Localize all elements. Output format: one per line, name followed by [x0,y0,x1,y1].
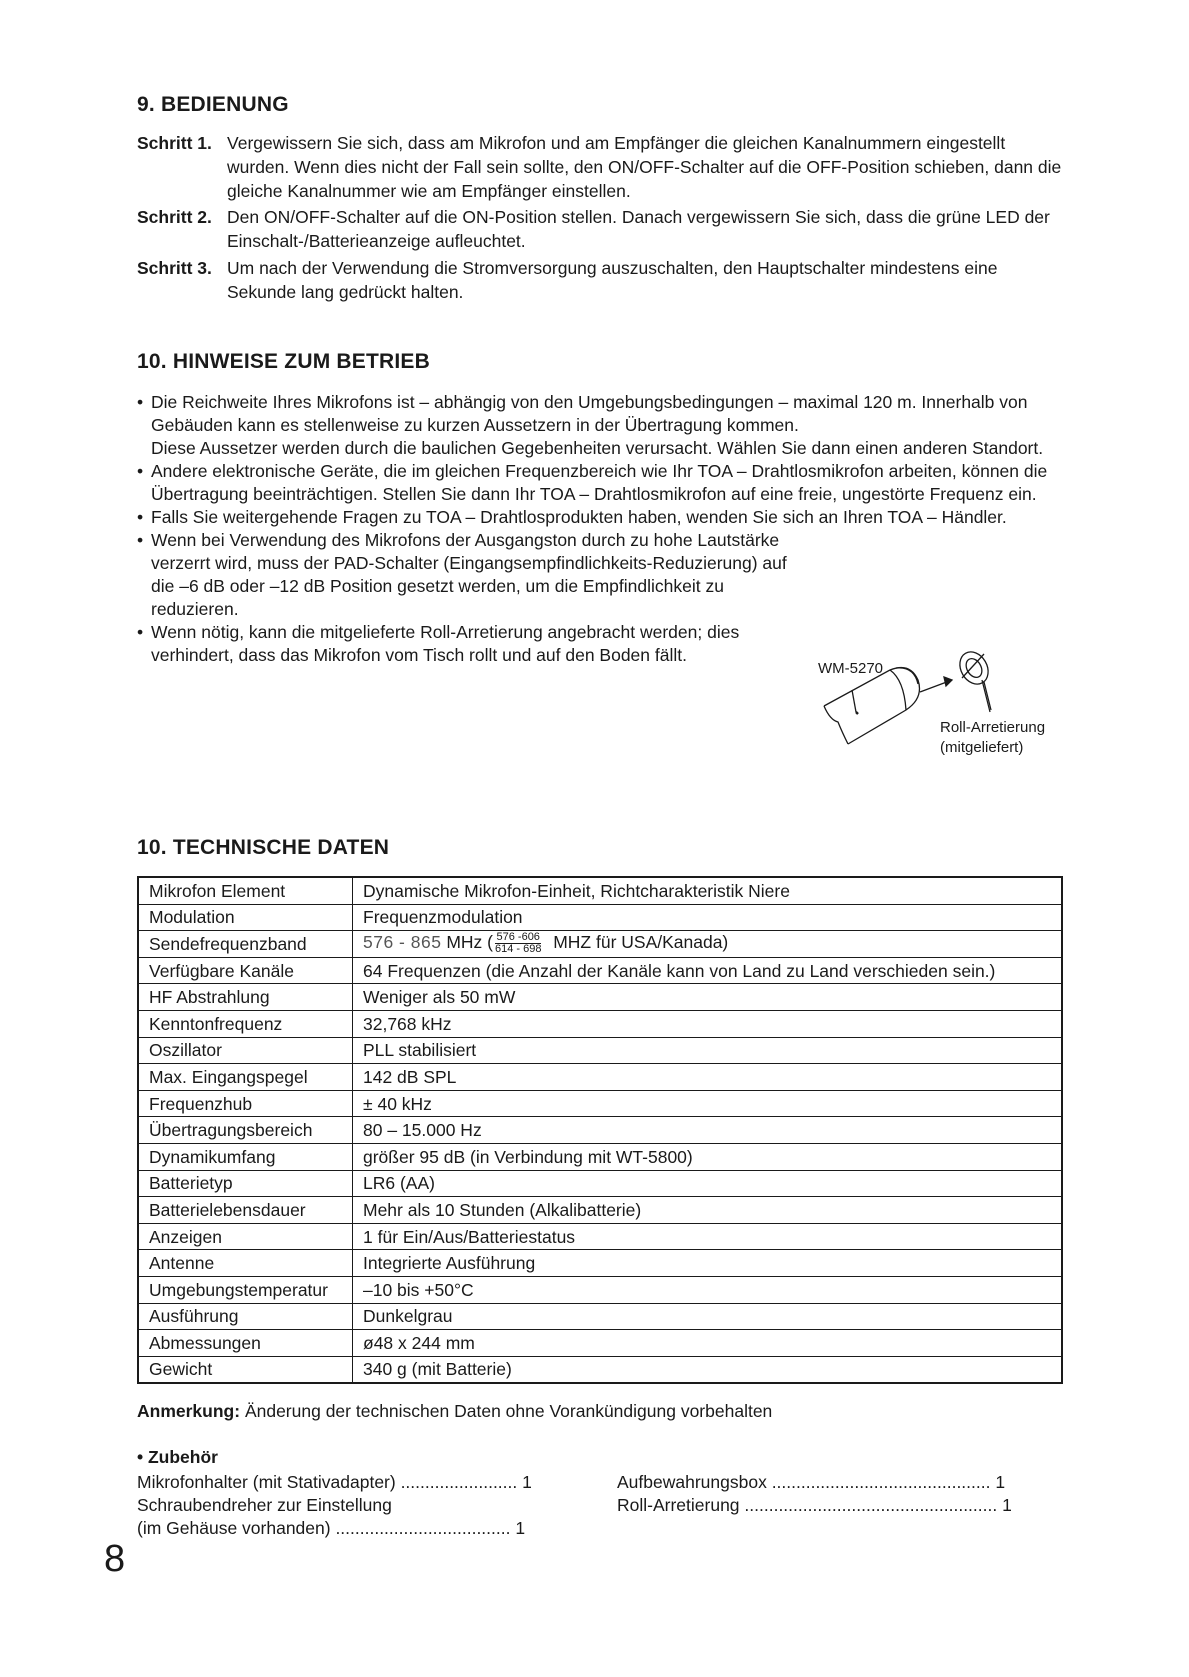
section-10-hinweise-title: 10. HINWEISE ZUM BETRIEB [137,350,430,373]
step-text: Den ON/OFF-Schalter auf die ON-Position stellen. Danach vergewissern Sie sich, dass die grüne LED der Einschalt-/Batterieanzeige aufleuchtet. [227,207,1050,251]
spec-value: Frequenzmodulation [353,904,1063,931]
list-item: • Die Reichweite Ihres Mikrofons ist – abhängig von den Umgebungsbedingungen – maximal 120 m. Innerhalb von Gebäuden kann es stellenweise zu kurzen Aussetzern in der Übertragung kommen. [137,391,1062,437]
page-number: 8 [104,1538,126,1580]
zubehoer-title: • Zubehör [137,1447,218,1467]
step-text: Um nach der Verwendung die Stromversorgung auszuschalten, den Hauptschalter mindestens eine Sekunde lang gedrückt halten. [227,258,998,302]
spec-label: Batterietyp [138,1170,353,1197]
step-label: Schritt 3. [137,258,212,278]
freq-sub: 614 - 698 [494,943,542,956]
list-item: • Andere elektronische Geräte, die im gleichen Frequenzbereich wie Ihr TOA – Drahtlosmikrofon arbeiten, können die Übertragung beeinträchtigen. Stellen Sie dann Ihr TOA – Drahtlosmikrofon auf eine freie, ungestörte Frequenz ein. [137,460,1062,506]
freq-unit: MHz ( [446,932,493,953]
spec-value: 1 für Ein/Aus/Batteriestatus [353,1223,1063,1250]
spec-value: ± 40 kHz [353,1090,1063,1117]
microphone-illustration [812,640,1072,765]
note-text: Änderung der technischen Daten ohne Vorankündigung vorbehalten [244,1401,773,1421]
list-item: • Falls Sie weitergehende Fragen zu TOA – Drahtlosprodukten haben, wenden Sie sich an Ihren TOA – Händler. [137,506,1062,529]
spec-label: Antenne [138,1250,353,1277]
freq-fraction [495,932,541,955]
spec-value: –10 bis +50°C [353,1276,1063,1303]
spec-value: Integrierte Ausführung [353,1250,1063,1277]
table-row [138,1143,1062,1170]
table-row [138,1064,1062,1091]
spec-label: Ausführung [138,1303,353,1330]
table-row [138,1037,1062,1064]
spec-value: 80 – 15.000 Hz [353,1117,1063,1144]
table-row [138,1197,1062,1224]
accessory-item: (im Gehäuse vorhanden) .................................... 1 [137,1518,526,1538]
table-row [138,1223,1062,1250]
spec-value: Mehr als 10 Stunden (Alkalibatterie) [353,1197,1063,1224]
spec-value: 64 Frequenzen (die Anzahl der Kanäle kann von Land zu Land verschieden sein.) [353,957,1063,984]
freq-range: 576 - 865 [363,932,442,953]
table-row [138,1250,1062,1277]
spec-label: Übertragungsbereich [138,1117,353,1144]
spec-label: Gewicht [138,1356,353,1383]
table-row [138,1010,1062,1037]
hinweise-list [137,391,1062,667]
spec-label: HF Abstrahlung [138,984,353,1011]
specs-table [137,876,1063,1384]
accessories-right [617,1471,1012,1517]
list-item: • Wenn nötig, kann die mitgelieferte Roll-Arretierung angebracht werden; dies verhindert, dass das Mikrofon vom Tisch rollt und auf den Boden fällt. [137,621,803,667]
figure-label-line1: Roll-Arretierung [940,719,1046,736]
section-9-title: 9. BEDIENUNG [137,93,289,116]
spec-value: PLL stabilisiert [353,1037,1063,1064]
list-item-continuation: Diese Aussetzer werden durch die baulichen Gegebenheiten verursacht. Wählen Sie dann einen anderen Standort. [151,438,1044,458]
spec-label: Oszillator [138,1037,353,1064]
accessory-item: Mikrofonhalter (mit Stativadapter) ........................ 1 [137,1472,532,1492]
table-row [138,984,1062,1011]
table-row [138,1356,1062,1383]
spec-label: Anzeigen [138,1223,353,1250]
spec-value: größer 95 dB (in Verbindung mit WT-5800) [353,1143,1063,1170]
section-10-technische-title: 10. TECHNISCHE DATEN [137,836,390,859]
figure-model-label: WM-5270 [818,660,884,677]
accessories-left [137,1471,532,1540]
spec-value: 142 dB SPL [353,1064,1063,1091]
spec-value [353,931,1063,958]
table-row [138,1303,1062,1330]
spec-value: 340 g (mit Batterie) [353,1356,1063,1383]
spec-label: Umgebungstemperatur [138,1276,353,1303]
note [137,1401,772,1422]
step-label: Schritt 2. [137,207,212,227]
accessory-item: Roll-Arretierung .................................................... 1 [617,1495,1012,1515]
step-3 [137,256,1062,304]
freq-sup: 576 -606 [496,931,540,944]
freq-tail: MHZ für USA/Kanada) [553,932,729,953]
table-row [138,1090,1062,1117]
spec-label: Frequenzhub [138,1090,353,1117]
table-row [138,1276,1062,1303]
table-row [138,877,1062,904]
table-row [138,957,1062,984]
roll-stopper-figure [812,640,1072,770]
spec-label: Max. Eingangspegel [138,1064,353,1091]
figure-label-line2: (mitgeliefert) [940,739,1024,756]
accessory-item: Aufbewahrungsbox ............................................. 1 [617,1472,1006,1492]
table-row [138,931,1062,958]
spec-value: ø48 x 244 mm [353,1330,1063,1357]
step-text: Vergewissern Sie sich, dass am Mikrofon und am Empfänger die gleichen Kanalnummern eingestellt wurden. Wenn dies nicht der Fall sein sollte, den ON/OFF-Schalter auf die OFF-Position schieben, dann die gleiche Kanalnummer wie am Empfänger einstellen. [227,133,1062,201]
spec-label: Sendefrequenzband [138,931,353,958]
spec-value: Dunkelgrau [353,1303,1063,1330]
spec-value: 32,768 kHz [353,1010,1063,1037]
spec-label: Kenntonfrequenz [138,1010,353,1037]
accessory-item: Schraubendreher zur Einstellung [137,1495,392,1515]
spec-label: Modulation [138,904,353,931]
table-row [138,904,1062,931]
table-row [138,1330,1062,1357]
spec-value: Weniger als 50 mW [353,984,1063,1011]
step-1 [137,131,1062,203]
spec-value: LR6 (AA) [353,1170,1063,1197]
table-row [138,1170,1062,1197]
spec-label: Batterielebensdauer [138,1197,353,1224]
step-2 [137,205,1062,253]
list-item: • Wenn bei Verwendung des Mikrofons der Ausgangston durch zu hohe Lautstärke verzerrt wird, muss der PAD-Schalter (Eingangsempfindlichkeits-Reduzierung) auf die –6 dB oder –12 dB Position gesetzt werden, um die Empfindlichkeit zu reduzieren. [137,529,803,621]
spec-value: Dynamische Mikrofon-Einheit, Richtcharakteristik Niere [353,877,1063,904]
spec-label: Dynamikumfang [138,1143,353,1170]
table-row [138,1117,1062,1144]
spec-label: Verfügbare Kanäle [138,957,353,984]
note-label: Anmerkung: [137,1401,241,1421]
spec-label: Abmessungen [138,1330,353,1357]
spec-label: Mikrofon Element [138,877,353,904]
step-label: Schritt 1. [137,133,212,153]
